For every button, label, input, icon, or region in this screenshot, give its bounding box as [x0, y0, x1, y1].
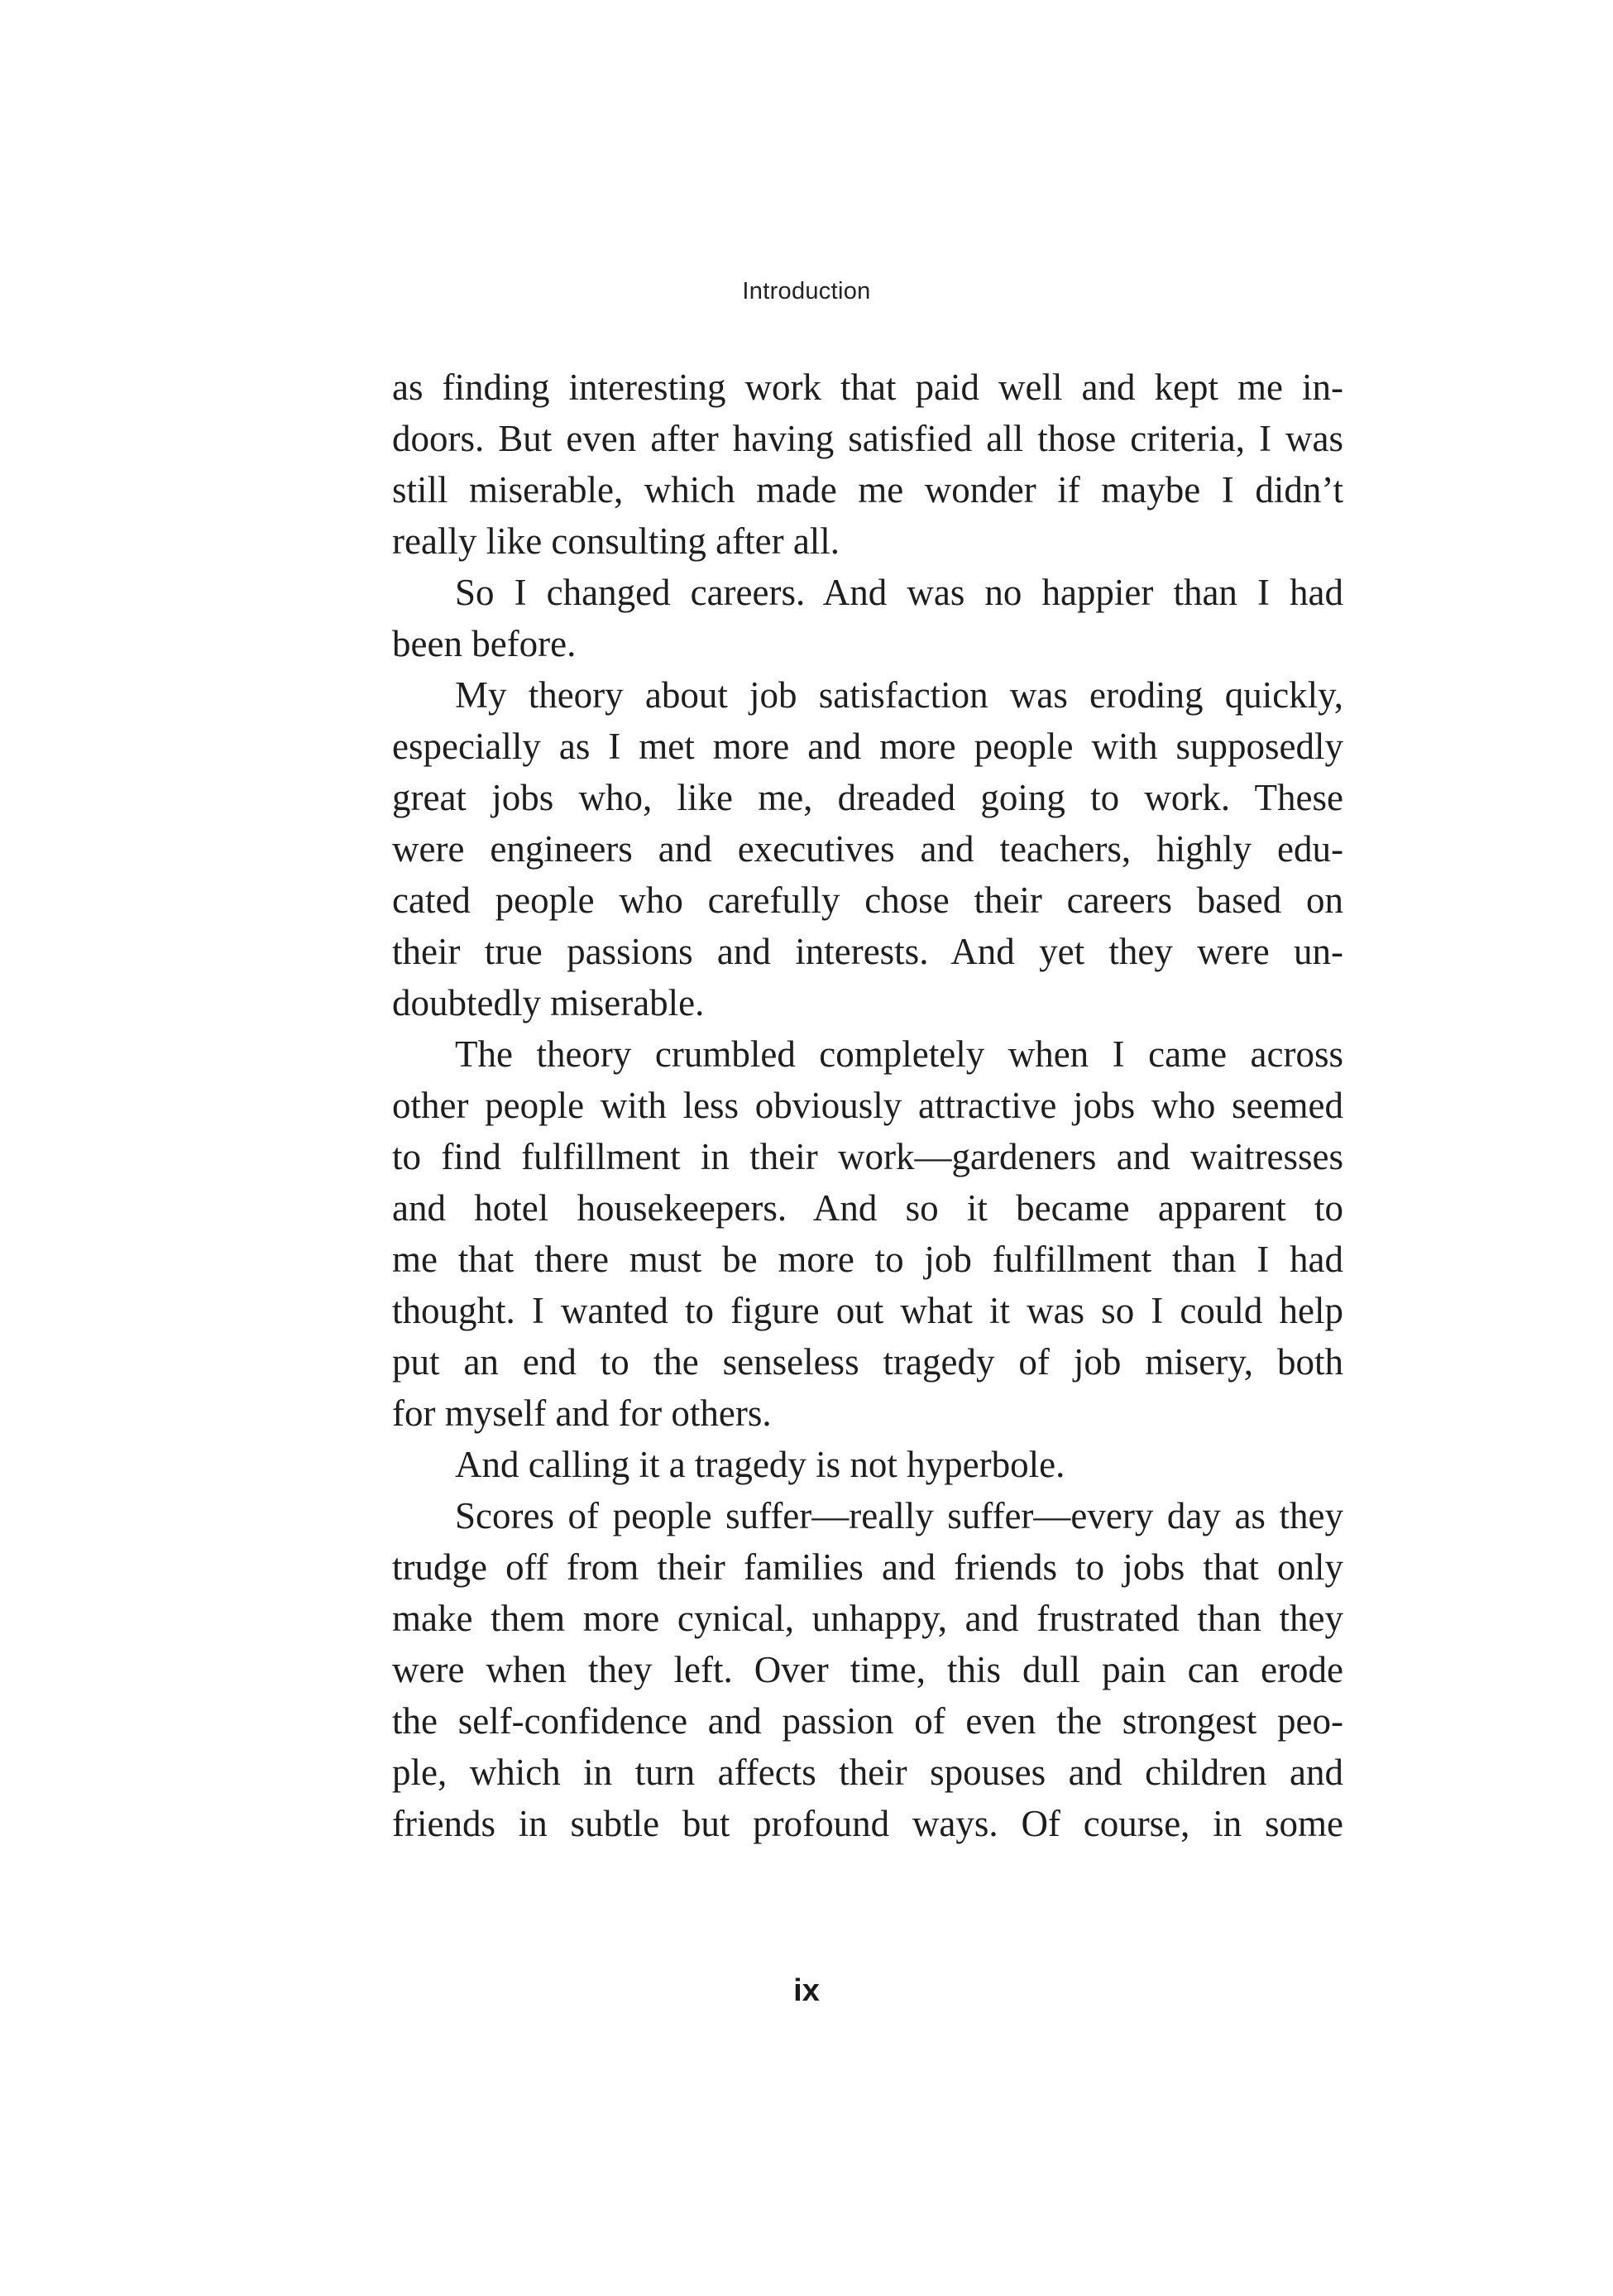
paragraph: [392, 669, 1343, 1028]
body-text: [392, 362, 1343, 1849]
text-line: me that there must be more to job fulfillment than I had: [392, 1239, 1343, 1280]
text-line: and hotel housekeepers. And so it became apparent to: [392, 1187, 1343, 1229]
text-line: put an end to the senseless tragedy of job misery, both: [392, 1341, 1343, 1383]
text-line: really like consulting after all.: [392, 520, 840, 562]
text-line: the self-confidence and passion of even the strongest peo-: [392, 1700, 1343, 1742]
text-line: their true passions and interests. And yet they were un-: [392, 931, 1343, 972]
paragraph: [392, 567, 1343, 669]
text-line: were engineers and executives and teachers, highly edu-: [392, 828, 1343, 870]
paragraph: [392, 362, 1343, 567]
text-line: friends in subtle but profound ways. Of course, in some: [392, 1803, 1343, 1844]
page-number: ix: [793, 1973, 820, 2008]
text-line: cated people who carefully chose their careers based on: [392, 880, 1343, 921]
text-line: make them more cynical, unhappy, and frustrated than they: [392, 1598, 1343, 1639]
paragraph: [392, 1490, 1343, 1849]
text-line: My theory about job satisfaction was eroding quickly,: [455, 674, 1343, 716]
text-line: trudge off from their families and friends to jobs that only: [392, 1546, 1343, 1588]
text-line: And calling it a tragedy is not hyperbole.: [455, 1444, 1065, 1485]
text-line: ple, which in turn affects their spouses and children and: [392, 1752, 1343, 1793]
paragraph: [392, 1439, 1343, 1490]
text-line: Scores of people suffer—really suffer—every day as they: [455, 1495, 1343, 1536]
text-line: for myself and for others.: [392, 1392, 772, 1434]
text-line: still miserable, which made me wonder if maybe I didn’t: [392, 469, 1343, 510]
text-line: doors. But even after having satisfied all those criteria, I was: [392, 418, 1343, 459]
text-line: The theory crumbled completely when I came across: [455, 1033, 1343, 1075]
text-line: especially as I met more and more people with supposedly: [392, 726, 1343, 767]
running-head: Introduction: [742, 278, 871, 304]
text-line: as finding interesting work that paid well and kept me in-: [392, 367, 1343, 408]
text-line: thought. I wanted to figure out what it was so I could help: [392, 1290, 1343, 1331]
text-line: doubtedly miserable.: [392, 982, 705, 1023]
paragraph: [392, 1028, 1343, 1439]
text-line: been before.: [392, 623, 577, 664]
text-line: to find fulfillment in their work—gardeners and waitresses: [392, 1136, 1343, 1177]
text-line: So I changed careers. And was no happier than I had: [455, 572, 1343, 613]
text-line: were when they left. Over time, this dull pain can erode: [392, 1649, 1343, 1690]
text-line: great jobs who, like me, dreaded going to work. These: [392, 777, 1343, 818]
text-line: other people with less obviously attractive jobs who seemed: [392, 1085, 1343, 1126]
